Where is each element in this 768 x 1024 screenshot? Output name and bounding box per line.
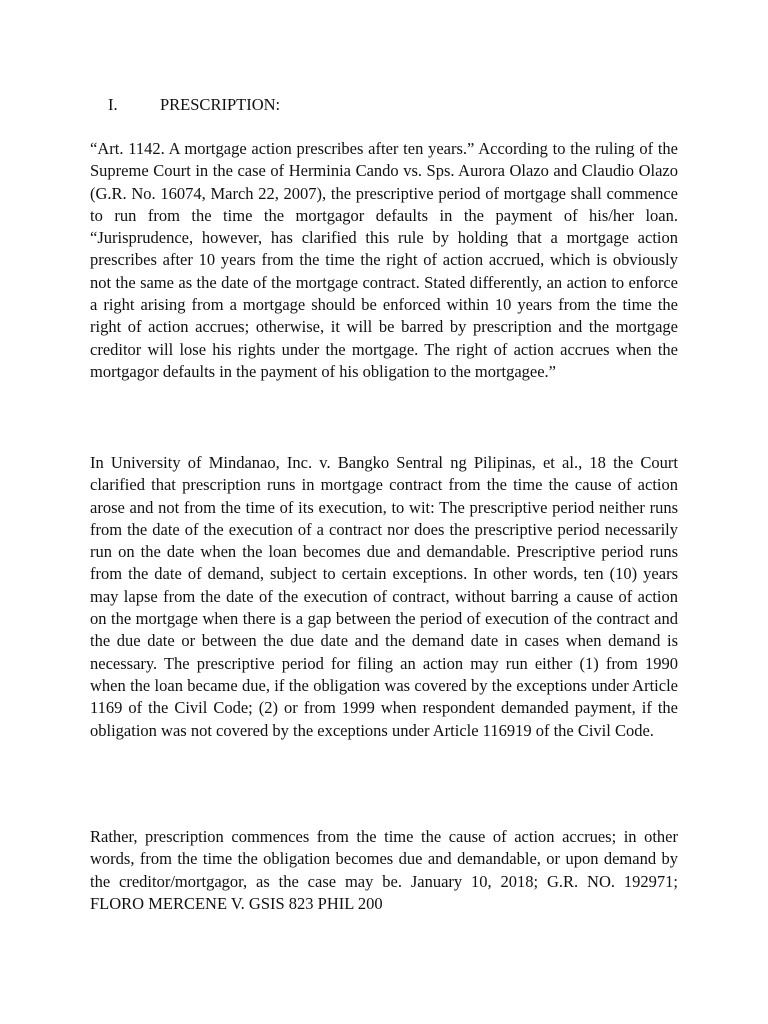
section-title: PRESCRIPTION: (160, 95, 281, 114)
section-number: I. (108, 95, 118, 114)
paragraph-art-1142: “Art. 1142. A mortgage action prescribes after ten years.” According to the ruling of the Supreme Court in the case of Herminia Cando vs. Sps. Aurora Olazo and Claudio Olazo (G.R. No. 16074, March 22, 2007), the prescriptive period of mortgage shall commence to run from the time the mortgagor defaults in the payment of his/her loan. “Jurisprudence, however, has clarified this rule by holding that a mortgage action prescribes after 10 years from the time the right of action accrued, which is obviously not the same as the date of the mortgage contract. Stated differently, an action to enforce a right arising from a mortgage should be enforced within 10 years from the time the right of action accrues; otherwise, it will be barred by prescription and the mortgage creditor will lose his rights under the mortgage. The right of action accrues when the mortgagor defaults in the payment of his obligation to the mortgagee.” (90, 139, 678, 381)
paragraph-conclusion: Rather, prescription commences from the time the cause of action accrues; in other words, from the time the obligation becomes due and demandable, or upon demand by the creditor/mortgagor, as the case may be. January 10, 2018; G.R. NO. 192971; FLORO MERCENE V. GSIS 823 PHIL 200 (90, 827, 678, 913)
paragraph-university-of-mindanao: In University of Mindanao, Inc. v. Bangko Sentral ng Pilipinas, et al., 18 the Court clarified that prescription runs in mortgage contract from the time the cause of action arose and not from the time of its execution, to wit: The prescriptive period neither runs from the date of the execution of a contract nor does the prescriptive period necessarily run on the date when the loan becomes due and demandable. Prescriptive period runs from the date of demand, subject to certain exceptions. In other words, ten (10) years may lapse from the date of the execution of contract, without barring a cause of action on the mortgage when there is a gap between the period of execution of the contract and the due date or between the due date and the demand date in cases when demand is necessary. The prescriptive period for filing an action may run either (1) from 1990 when the loan became due, if the obligation was covered by the exceptions under Article 1169 of the Civil Code; (2) or from 1999 when respondent demanded payment, if the obligation was not covered by the exceptions under Article 116919 of the Civil Code. (90, 453, 678, 740)
section-heading (108, 94, 280, 116)
